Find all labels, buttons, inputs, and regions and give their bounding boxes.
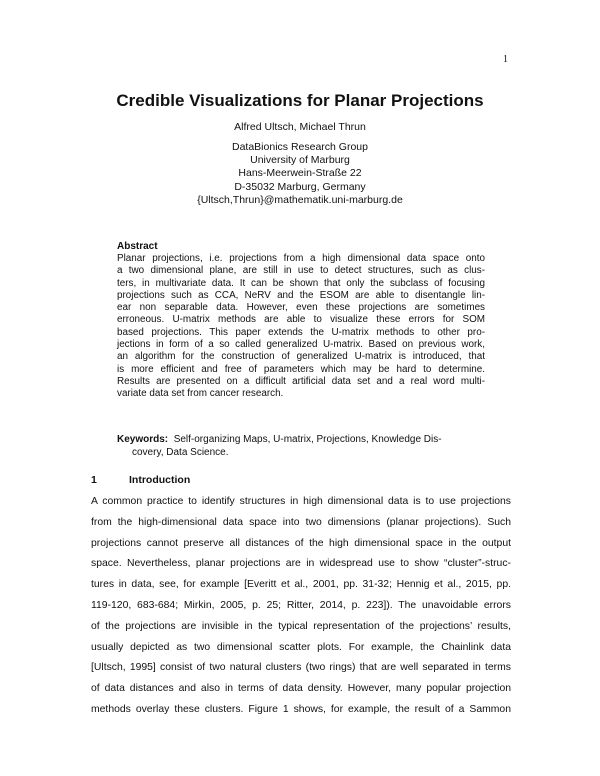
section-title: Introduction xyxy=(129,474,191,486)
abstract-line: based projections. This paper extends the U-matrix methods to other pro- xyxy=(117,326,485,338)
body-line: from the high-dimensional data space into two dimensions (planar projections). Such xyxy=(91,516,511,528)
affiliation-line: DataBionics Research Group xyxy=(232,141,368,153)
body-paragraph xyxy=(91,492,511,721)
abstract-line: a two dimensional plane, are still in use to detect structures, such as clus- xyxy=(117,265,485,277)
author-email: {Ultsch,Thrun}@mathematik.uni-marburg.de xyxy=(197,193,403,206)
body-line: methods overlay these clusters. Figure 1 shows, for example, the result of a Sammon xyxy=(91,703,511,715)
keywords-text: Self-organizing Maps, U-matrix, Projections, Knowledge Dis- xyxy=(173,434,442,445)
keywords-label: Keywords: xyxy=(117,434,169,445)
paper-authors: Alfred Ultsch, Michael Thrun xyxy=(234,121,366,133)
abstract-heading: Abstract xyxy=(117,241,158,252)
section-heading xyxy=(91,474,190,486)
abstract-body xyxy=(117,253,485,401)
abstract-line: ters, in multivariate data. It can be shown that only the subclass of focusing xyxy=(117,277,485,289)
body-line: A common practice to identify structures in high dimensional data is to use projections xyxy=(91,496,511,507)
body-line: of data distances and also in terms of data density. However, many popular projection xyxy=(91,683,511,695)
abstract-line: Results are presented on a difficult artificial data set and a real word multi- xyxy=(117,375,485,387)
page-number: 1 xyxy=(503,54,508,65)
body-line: 119-120, 683-684; Mirkin, 2005, p. 25; Ritter, 2014, p. 223]). The unavoidable errors xyxy=(91,599,511,611)
body-line: [Ultsch, 1995] consist of two natural clusters (two rings) that are well separated in terms xyxy=(91,662,511,674)
body-line: space. Nevertheless, planar projections are in widespread use to show “cluster”-struc- xyxy=(91,558,511,570)
affiliation-line: University of Marburg xyxy=(250,154,350,167)
paper-title: Credible Visualizations for Planar Projections xyxy=(116,91,484,110)
body-line: tures in data, see, for example [Everitt et al., 2001, pp. 31-32; Hennig et al., 2015, pp. xyxy=(91,579,511,591)
abstract-line: erroneous. U-matrix methods are able to visualize these errors for SOM xyxy=(117,314,485,326)
abstract-line: jections in form of a so called generalized U-matrix. Based on previous work, xyxy=(117,339,485,351)
section-number: 1 xyxy=(91,474,97,486)
affiliation-block xyxy=(0,141,600,207)
body-line: of the projections are invisible in the typical representation of the projections’ results, xyxy=(91,620,511,632)
abstract-line: ear non separable data. However, even these projections are sometimes xyxy=(117,302,485,314)
affiliation-line: Hans-Meerwein-Straße 22 xyxy=(238,167,362,180)
abstract-line: projections such as CCA, NeRV and the ESOM are able to disentangle lin- xyxy=(117,289,485,301)
abstract-line: is more efficient and free of parameters which may be hard to determine. xyxy=(117,363,485,375)
keywords-text: covery, Data Science. xyxy=(132,446,229,458)
abstract-line: Planar projections, i.e. projections from a high dimensional data space onto xyxy=(117,253,485,264)
body-line: usually depicted as two dimensional scatter plots. For example, the Chainlink data xyxy=(91,641,511,653)
abstract-line: an algorithm for the construction of generalized U-matrix is introduced, that xyxy=(117,351,485,363)
body-line: projections cannot preserve all distances of the high dimensional space in the output xyxy=(91,537,511,549)
keywords-block xyxy=(117,434,485,459)
affiliation-line: D-35032 Marburg, Germany xyxy=(234,180,366,193)
abstract-line: variate data set from cancer research. xyxy=(117,388,284,400)
